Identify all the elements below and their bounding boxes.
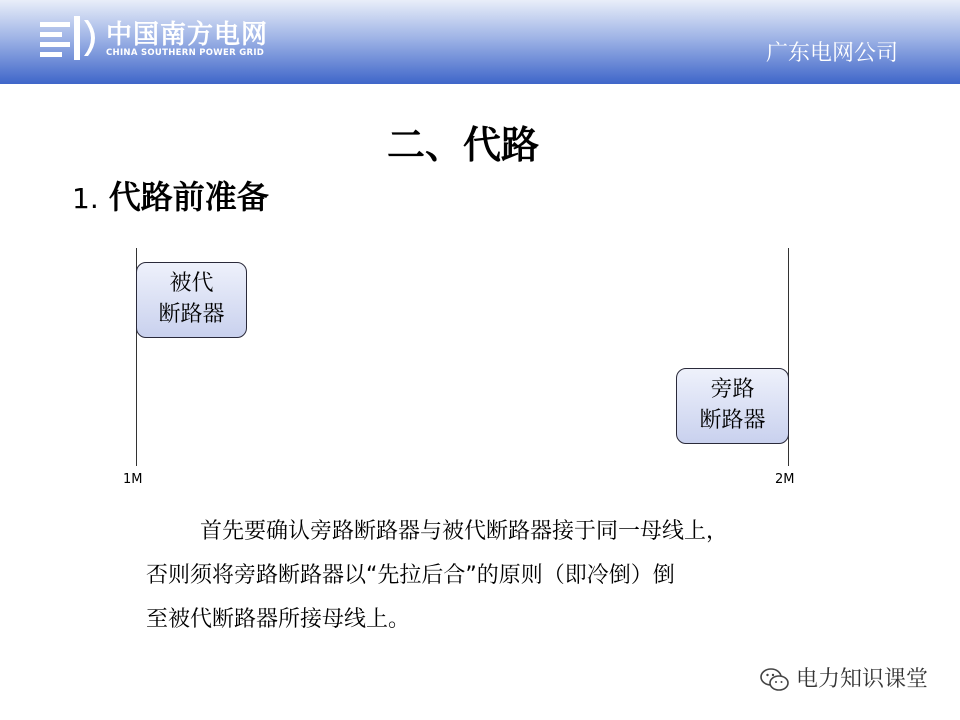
- subtitle-number: 1.: [72, 182, 99, 215]
- bus-2m-label: 2M: [775, 472, 795, 487]
- subtitle-text: 代路前准备: [108, 178, 269, 216]
- wechat-icon: [760, 667, 790, 693]
- explanation-paragraph: [146, 510, 846, 642]
- logo-chinese-text: 中国南方电网: [106, 20, 269, 50]
- slide-title: 二、代路: [386, 123, 539, 167]
- logo-english-text: CHINA SOUTHERN POWER GRID: [106, 48, 265, 58]
- paragraph-line-1: 首先要确认旁路断路器与被代断路器接于同一母线上，: [200, 519, 729, 544]
- watermark-text: 电力知识课堂: [795, 667, 928, 692]
- breaker1-line1: 被代: [169, 271, 214, 296]
- breaker2-line2: 断路器: [699, 408, 766, 433]
- substituted-breaker-box: [136, 262, 247, 338]
- bypass-breaker-box: [676, 368, 789, 444]
- breaker1-line2: 断路器: [158, 302, 225, 327]
- watermark: [760, 662, 928, 693]
- breaker2-line1: 旁路: [710, 377, 755, 402]
- paragraph-line-2: 否则须将旁路断路器以“先拉后合”的原则（即冷倒）倒: [146, 563, 675, 588]
- paragraph-line-3: 至被代断路器所接母线上。: [146, 607, 411, 632]
- bus-1m-label: 1M: [123, 472, 143, 487]
- company-name: 广东电网公司: [765, 41, 898, 66]
